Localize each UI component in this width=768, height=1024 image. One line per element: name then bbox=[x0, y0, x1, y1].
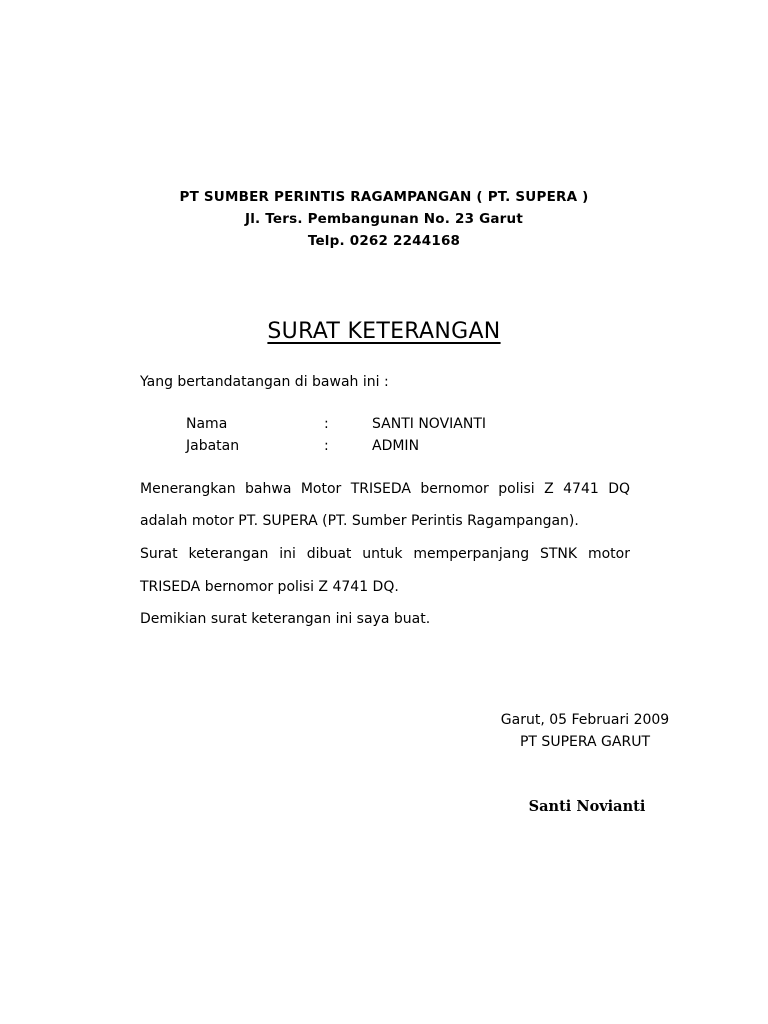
field-row-jabatan bbox=[186, 435, 546, 457]
field-row-nama bbox=[186, 413, 546, 435]
document-title: SURAT KETERANGAN bbox=[267, 319, 501, 344]
signature-company: PT SUPERA GARUT bbox=[519, 734, 650, 750]
field-label: Jabatan bbox=[186, 438, 240, 454]
field-label: Nama bbox=[186, 416, 228, 432]
body-line-1: Menerangkan bahwa Motor TRISEDA bernomor polisi Z 4741 DQ bbox=[140, 481, 630, 497]
company-address: Jl. Ters. Pembangunan No. 23 Garut bbox=[245, 211, 523, 227]
closing-line: Demikian surat keterangan ini saya buat. bbox=[140, 611, 431, 627]
signer-name: Santi Novianti bbox=[528, 798, 646, 815]
opening-line: Yang bertandatangan di bawah ini : bbox=[140, 374, 389, 390]
body-line-3: Surat keterangan ini dibuat untuk memperpanjang STNK motor bbox=[140, 546, 630, 562]
letterhead bbox=[0, 186, 768, 252]
body-line-4: TRISEDA bernomor polisi Z 4741 DQ. bbox=[140, 579, 399, 595]
field-separator: : bbox=[324, 438, 329, 454]
place-date: Garut, 05 Februari 2009 bbox=[500, 712, 670, 728]
field-value: SANTI NOVIANTI bbox=[372, 416, 487, 432]
body-line-2: adalah motor PT. SUPERA (PT. Sumber Perintis Ragampangan). bbox=[140, 513, 579, 529]
signature-block bbox=[460, 709, 710, 753]
company-name: PT SUMBER PERINTIS RAGAMPANGAN ( PT. SUPERA ) bbox=[179, 189, 589, 205]
company-phone: Telp. 0262 2244168 bbox=[307, 233, 461, 249]
field-separator: : bbox=[324, 416, 329, 432]
field-value: ADMIN bbox=[372, 438, 420, 454]
